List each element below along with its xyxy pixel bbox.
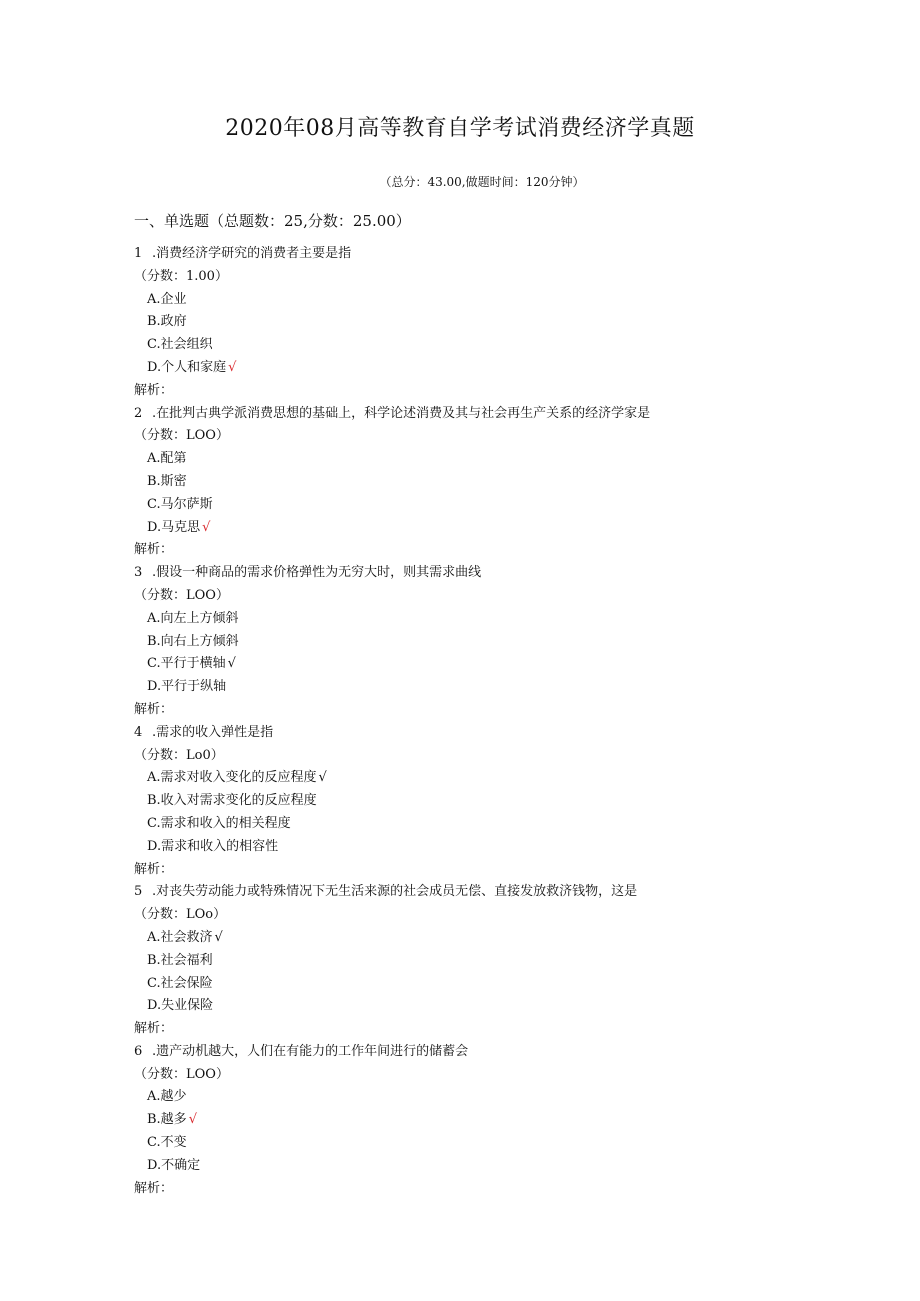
exam-meta: （总分：43.00,做题时间：120分钟） [379,175,585,189]
question-text: .遗产动机越大，人们在有能力的工作年间进行的储蓄会 [152,1043,469,1059]
option-label: C.社会保险 [147,975,213,991]
check-mark-icon: √ [188,1112,197,1128]
question-score: （分数：LOO） [134,1066,229,1082]
option-label: B.斯密 [147,473,187,489]
answer-option [134,973,774,996]
answer-option [134,1109,774,1132]
answer-option [134,311,774,334]
answer-option [134,631,774,654]
analysis-label: 解析： [134,542,174,558]
section-heading: 一、单选题（总题数：25,分数：25.00） [134,212,411,230]
answer-option [134,653,774,676]
question-number: 2 [134,405,143,421]
answer-option [134,608,774,631]
option-label: B.越多 [147,1112,187,1128]
answer-option [134,995,774,1018]
option-label: D.平行于纵轴 [147,679,227,695]
analysis-label: 解析： [134,701,174,717]
answer-option [134,357,774,380]
option-label: C.社会组织 [147,337,213,353]
answer-option [134,517,774,540]
option-label: C.平行于横轴 [147,656,226,672]
analysis-label: 解析： [134,382,174,398]
answer-option [134,790,774,813]
option-label: A.向左上方倾斜 [147,610,239,626]
analysis-label: 解析： [134,1180,174,1196]
answer-option [134,289,774,312]
answer-option [134,471,774,494]
option-label: C.需求和收入的相关程度 [147,815,291,831]
option-label: C.不变 [147,1135,187,1151]
question-number: 3 [134,565,143,581]
option-label: C.马尔萨斯 [147,496,213,512]
question-text: .对丧失劳动能力或特殊情况下无生活来源的社会成员无偿、直接发放救济钱物，这是 [152,884,638,900]
check-mark-icon: √ [202,519,211,535]
question-number: 6 [134,1043,143,1059]
question-text: .在批判古典学派消费思想的基础上，科学论述消费及其与社会再生产关系的经济学家是 [152,405,651,421]
option-label: B.收入对需求变化的反应程度 [147,793,317,809]
analysis-label: 解析： [134,1021,174,1037]
answer-option [134,767,774,790]
answer-option [134,448,774,471]
question-number: 4 [134,724,143,740]
option-label: D.需求和收入的相容性 [147,838,279,854]
question-stem [134,722,774,745]
option-label: A.需求对收入变化的反应程度 [147,770,317,786]
option-label: A.配第 [147,451,187,467]
question-text: .假设一种商品的需求价格弹性为无穷大时，则其需求曲线 [152,565,482,581]
option-label: D.不确定 [147,1157,201,1173]
answer-option [134,334,774,357]
analysis-label: 解析： [134,861,174,877]
question-score: （分数：1.00） [134,268,228,284]
answer-option [134,676,774,699]
question-score: （分数：LOO） [134,428,229,444]
answer-option [134,836,774,859]
answer-option [134,1132,774,1155]
option-label: D.个人和家庭 [147,359,227,375]
option-label: B.政府 [147,314,187,330]
option-label: A.社会救济 [147,929,213,945]
option-label: A.企业 [147,291,187,307]
answer-option [134,494,774,517]
check-mark-icon: √ [318,770,327,786]
question-text: .需求的收入弹性是指 [152,724,274,740]
question-text: .消费经济学研究的消费者主要是指 [152,246,352,261]
question-score: （分数：LOO） [134,587,229,603]
question-stem [134,881,774,904]
question-number: 1 [134,246,143,261]
check-mark-icon: √ [227,656,236,672]
question-score: （分数：Lo0） [134,747,224,763]
question-list [134,243,774,1200]
option-label: B.向右上方倾斜 [147,633,239,649]
answer-option [134,813,774,836]
question-number: 5 [134,884,143,900]
document-title: 2020年08月高等教育自学考试消费经济学真题 [225,116,695,141]
question-score: （分数：LOo） [134,907,227,923]
answer-option [134,950,774,973]
check-mark-icon: √ [214,929,223,945]
option-label: B.社会福利 [147,952,213,968]
answer-option [134,927,774,950]
check-mark-icon: √ [228,359,237,375]
option-label: A.越少 [147,1089,187,1105]
question-stem [134,1041,774,1064]
answer-option [134,1086,774,1109]
answer-option [134,1155,774,1178]
option-label: D.马克思 [147,519,201,535]
question-stem [134,562,774,585]
option-label: D.失业保险 [147,998,214,1014]
question-stem [134,243,774,266]
question-stem [134,403,774,426]
